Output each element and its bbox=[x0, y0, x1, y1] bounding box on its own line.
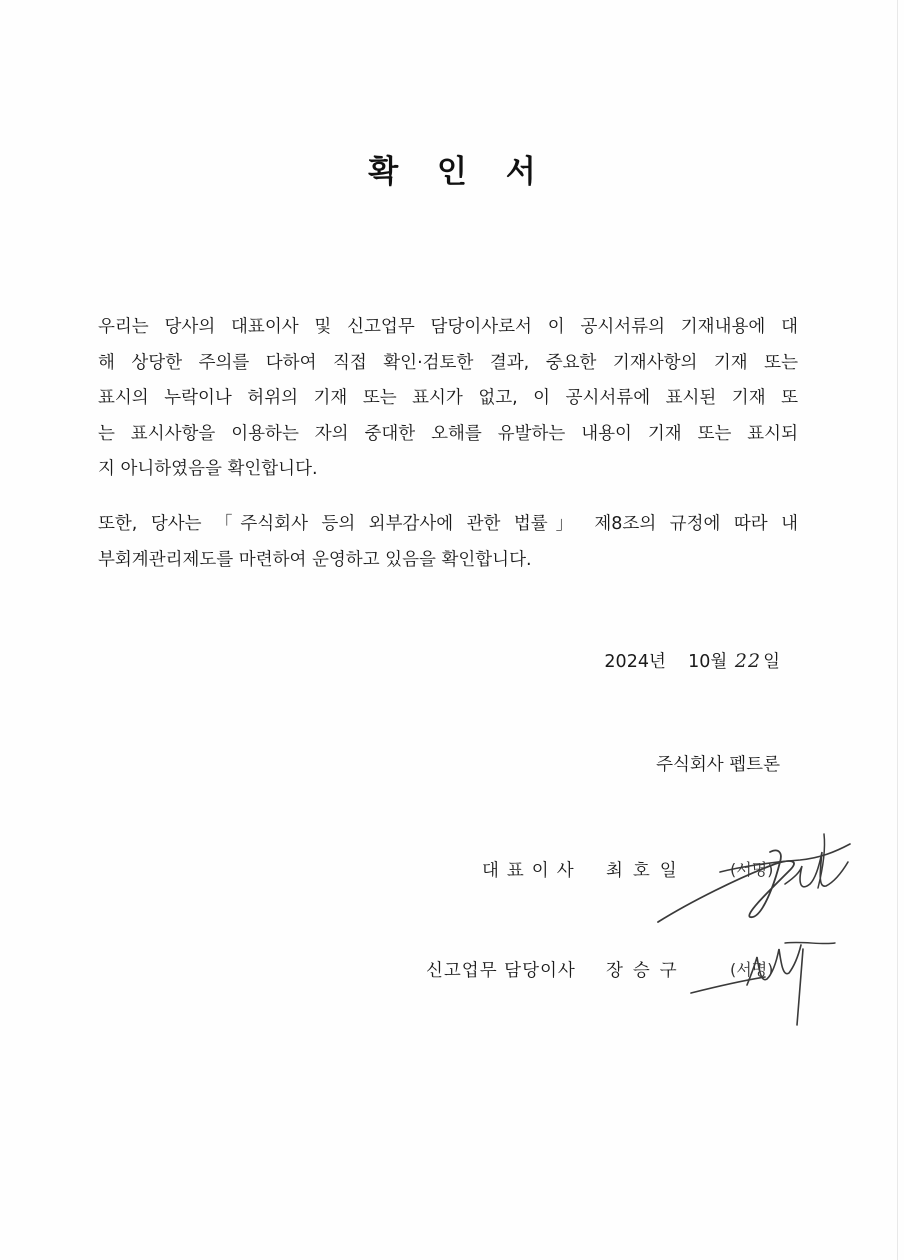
handwritten-signature-director bbox=[685, 935, 845, 1030]
paragraph-line: 부회계관리제도를 마련하여 운영하고 있음을 확인합니다. bbox=[98, 549, 532, 570]
paragraph-line: 해 상당한 주의를 다하여 직접 확인·검토한 결과, 중요한 기재사항의 기재 또는 bbox=[98, 352, 798, 373]
paragraph-line: 우리는 당사의 대표이사 및 신고업무 담당이사로서 이 공시서류의 기재내용에 대 bbox=[98, 317, 798, 337]
document-date bbox=[604, 648, 780, 673]
sign-placeholder: (서명) bbox=[730, 960, 774, 979]
signatory-name: 최호일 bbox=[606, 861, 687, 881]
signatory-name: 장승구 bbox=[606, 961, 687, 981]
paragraph-confirmation bbox=[98, 310, 798, 488]
signature-stroke bbox=[818, 834, 825, 888]
company-name: 주식회사 펩트론 bbox=[656, 755, 780, 775]
paragraph-internal-control bbox=[98, 507, 798, 578]
signatory-role: 신고업무 담당이사 bbox=[426, 961, 576, 981]
signature-stroke bbox=[797, 949, 803, 1025]
signature-stroke bbox=[785, 942, 835, 943]
paragraph-line: 또한, 당사는 「주식회사 등의 외부감사에 관한 법률」 제8조의 규정에 따라 내 bbox=[98, 514, 798, 534]
signatory-role: 대표이사 bbox=[482, 861, 582, 881]
paragraph-line: 지 아니하였음을 확인합니다. bbox=[98, 459, 318, 479]
signature-stroke bbox=[785, 852, 848, 887]
date-day-handwritten: 22 bbox=[734, 650, 762, 672]
date-month: 10월 bbox=[688, 652, 728, 672]
date-year: 2024년 bbox=[604, 652, 666, 672]
date-day-suffix: 일 bbox=[763, 652, 780, 672]
paragraph-line: 표시의 누락이나 허위의 기재 또는 표시가 없고, 이 공시서류에 표시된 기재 또 bbox=[98, 388, 798, 408]
document-title: 확 인 서 bbox=[368, 154, 550, 190]
sign-placeholder: (서명) bbox=[730, 860, 774, 879]
paragraph-line: 는 표시사항을 이용하는 자의 중대한 오해를 유발하는 내용이 기재 또는 표시되 bbox=[98, 423, 798, 444]
